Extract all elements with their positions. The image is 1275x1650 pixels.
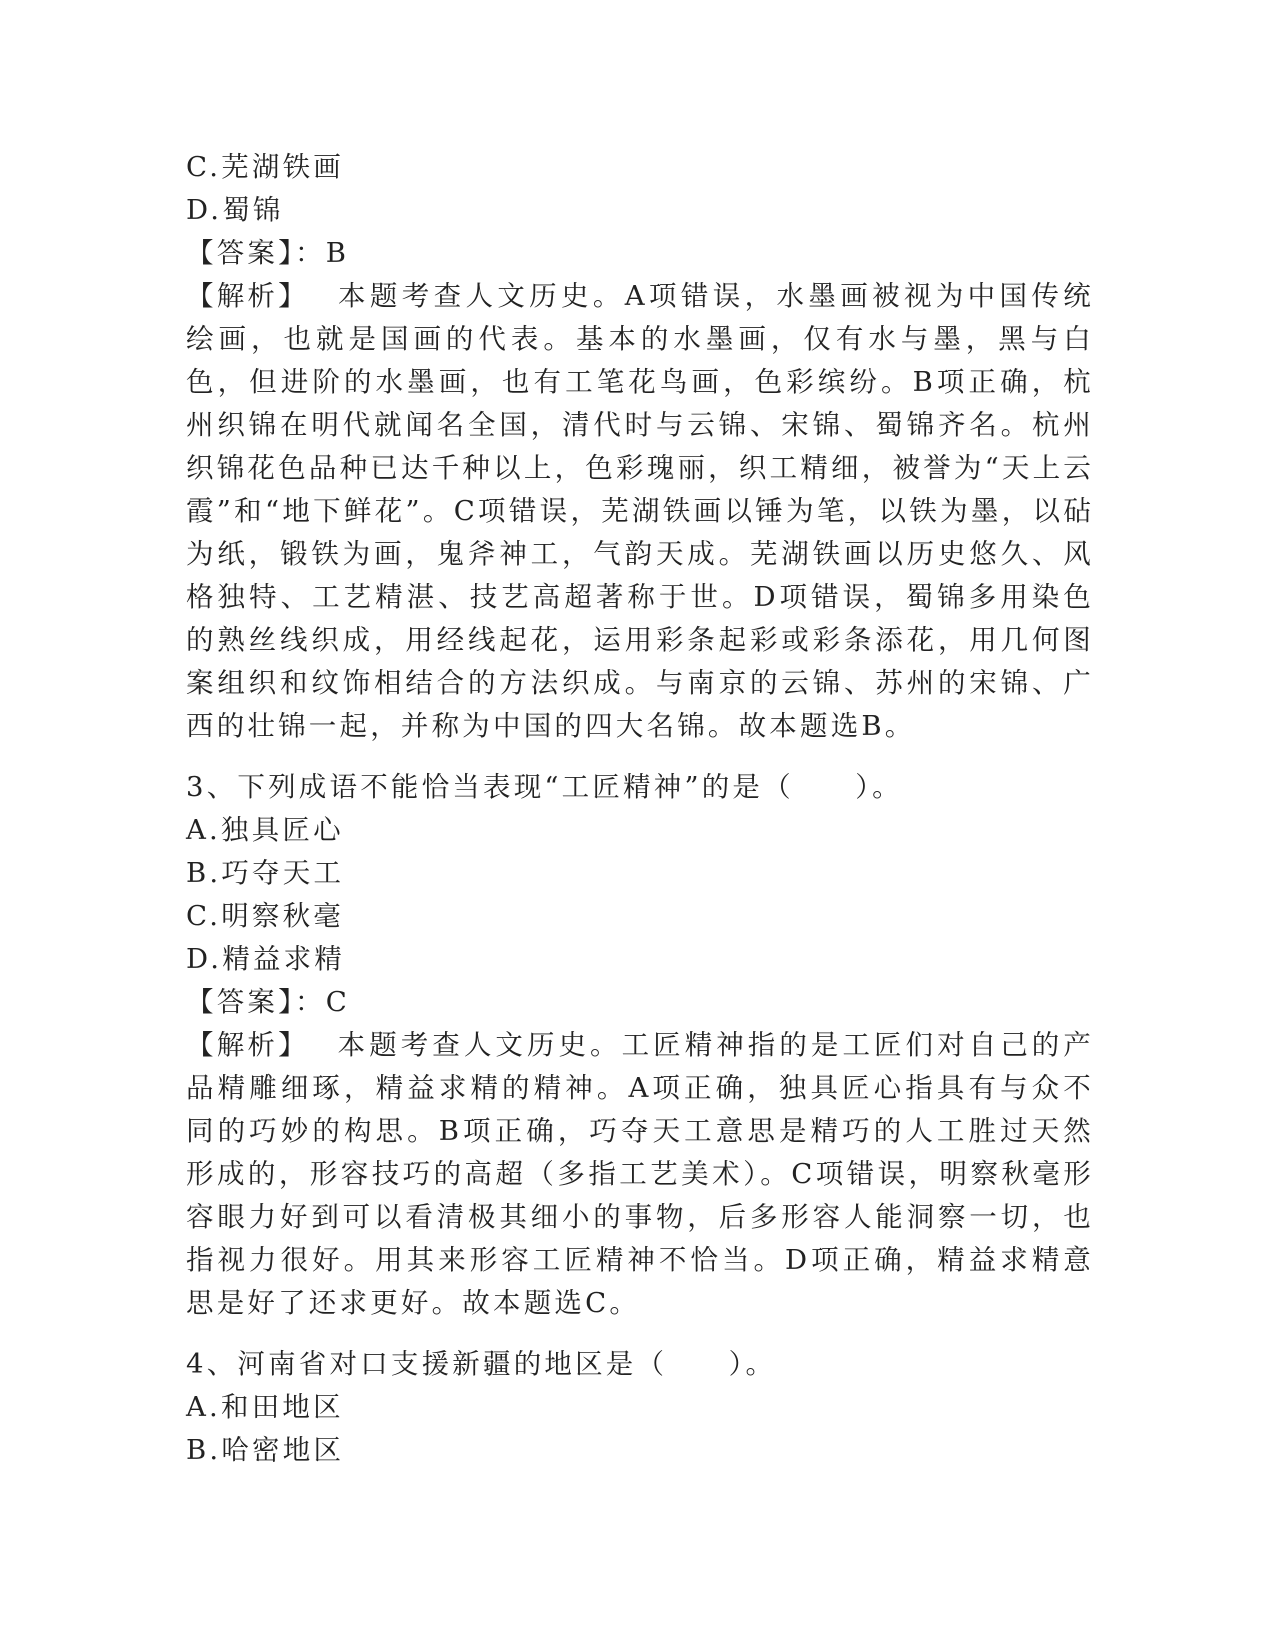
question-2-section xyxy=(186,146,1094,748)
document-content xyxy=(186,146,1094,1472)
analysis-label: 【解析】 xyxy=(186,280,309,312)
option-d: D.蜀锦 xyxy=(186,194,284,226)
analysis-paragraph xyxy=(186,275,1094,748)
section-gap xyxy=(186,1325,1094,1343)
option-c: C.明察秋毫 xyxy=(186,900,345,932)
question-stem: 4、河南省对口支援新疆的地区是（ ）。 xyxy=(186,1348,777,1380)
option-b: B.巧夺天工 xyxy=(186,857,345,889)
analysis-label: 【解析】 xyxy=(186,1029,309,1061)
option-a: A.独具匠心 xyxy=(186,814,344,846)
question-4-section xyxy=(186,1343,1094,1472)
answer-line: 【答案】：B xyxy=(186,237,350,269)
analysis-text: 本题考查人文历史。工匠精神指的是工匠们对自己的产品精雕细琢，精益求精的精神。A项正确，独具匠心指具有与众不同的巧妙的构思。B项正确，巧夺天工意思是精巧的人工胜过天然形成的，形容技巧的高超（多指工艺美术）。C项错误，明察秋毫形容眼力好到可以看清极其细小的事物，后多形容人能洞察一切，也指视力很好。用其来形容工匠精神不恰当。D项正确，精益求精意思是好了还求更好。故本题选C。 xyxy=(186,1029,1094,1319)
option-b: B.哈密地区 xyxy=(186,1434,345,1466)
question-stem: 3、下列成语不能恰当表现“工匠精神”的是（ ）。 xyxy=(186,771,903,803)
analysis-paragraph xyxy=(186,1024,1094,1325)
section-gap xyxy=(186,748,1094,766)
analysis-text: 本题考查人文历史。A项错误，水墨画被视为中国传统绘画，也就是国画的代表。基本的水墨画，仅有水与墨，黑与白色，但进阶的水墨画，也有工笔花鸟画，色彩缤纷。B项正确，杭州织锦在明代就闻名全国，清代时与云锦、宋锦、蜀锦齐名。杭州织锦花色品种已达千种以上，色彩瑰丽，织工精细，被誉为“天上云霞”和“地下鲜花”。C项错误，芜湖铁画以锤为笔，以铁为墨，以砧为纸，锻铁为画，鬼斧神工，气韵天成。芜湖铁画以历史悠久、风格独特、工艺精湛、技艺高超著称于世。D项错误，蜀锦多用染色的熟丝线织成，用经线起花，运用彩条起彩或彩条添花，用几何图案组织和纹饰相结合的方法织成。与南京的云锦、苏州的宋锦、广西的壮锦一起，并称为中国的四大名锦。故本题选B。 xyxy=(186,280,1094,742)
question-3-section xyxy=(186,766,1094,1325)
option-d: D.精益求精 xyxy=(186,943,346,975)
option-a: A.和田地区 xyxy=(186,1391,344,1423)
option-c: C.芜湖铁画 xyxy=(186,151,345,183)
answer-line: 【答案】：C xyxy=(186,986,350,1018)
